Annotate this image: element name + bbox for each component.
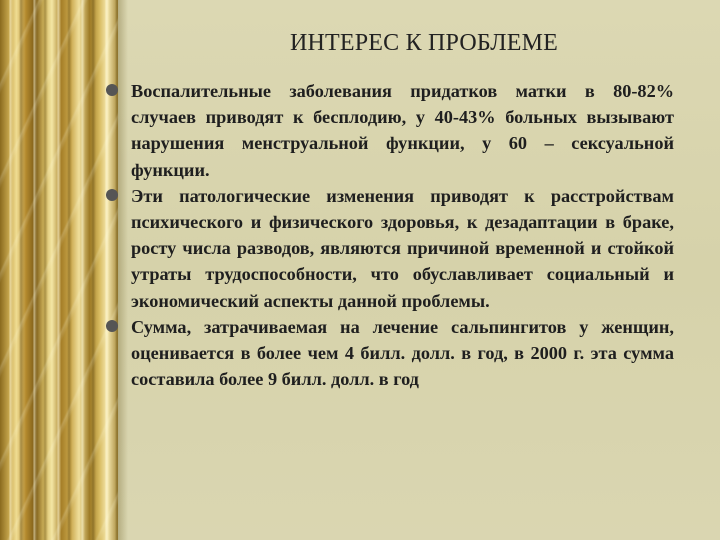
bullet-dot-icon [106, 320, 118, 332]
bullet-item [106, 78, 674, 183]
bullet-list [106, 78, 674, 392]
bullet-dot-icon [106, 189, 118, 201]
bullet-dot-icon [106, 84, 118, 96]
bullet-item [106, 183, 674, 314]
decorative-gold-band [0, 0, 118, 540]
bullet-item [106, 314, 674, 393]
bullet-text: Сумма, затрачиваемая на лечение сальпингитов у женщин, оценивается в более чем 4 билл. долл. в год, в 2000 г. эта сумма составила более 9 билл. долл. в год [131, 316, 674, 390]
slide-title: ИНТЕРЕС К ПРОБЛЕМЕ [289, 30, 559, 56]
bullet-text: Воспалительные заболевания придатков матки в 80-82% случаев приводят к бесплодию, у 40-43% больных вызывают нарушения менструальной функции, у 60 – сексуальной функции. [131, 81, 674, 180]
bullet-text: Эти патологические изменения приводят к расстройствам психического и физического здоровья, к дезадаптации в браке, росту числа разводов, являются причиной временной и стойкой утраты трудоспособности, что обуславливает социальный и экономический аспекты данной проблемы. [131, 185, 674, 311]
